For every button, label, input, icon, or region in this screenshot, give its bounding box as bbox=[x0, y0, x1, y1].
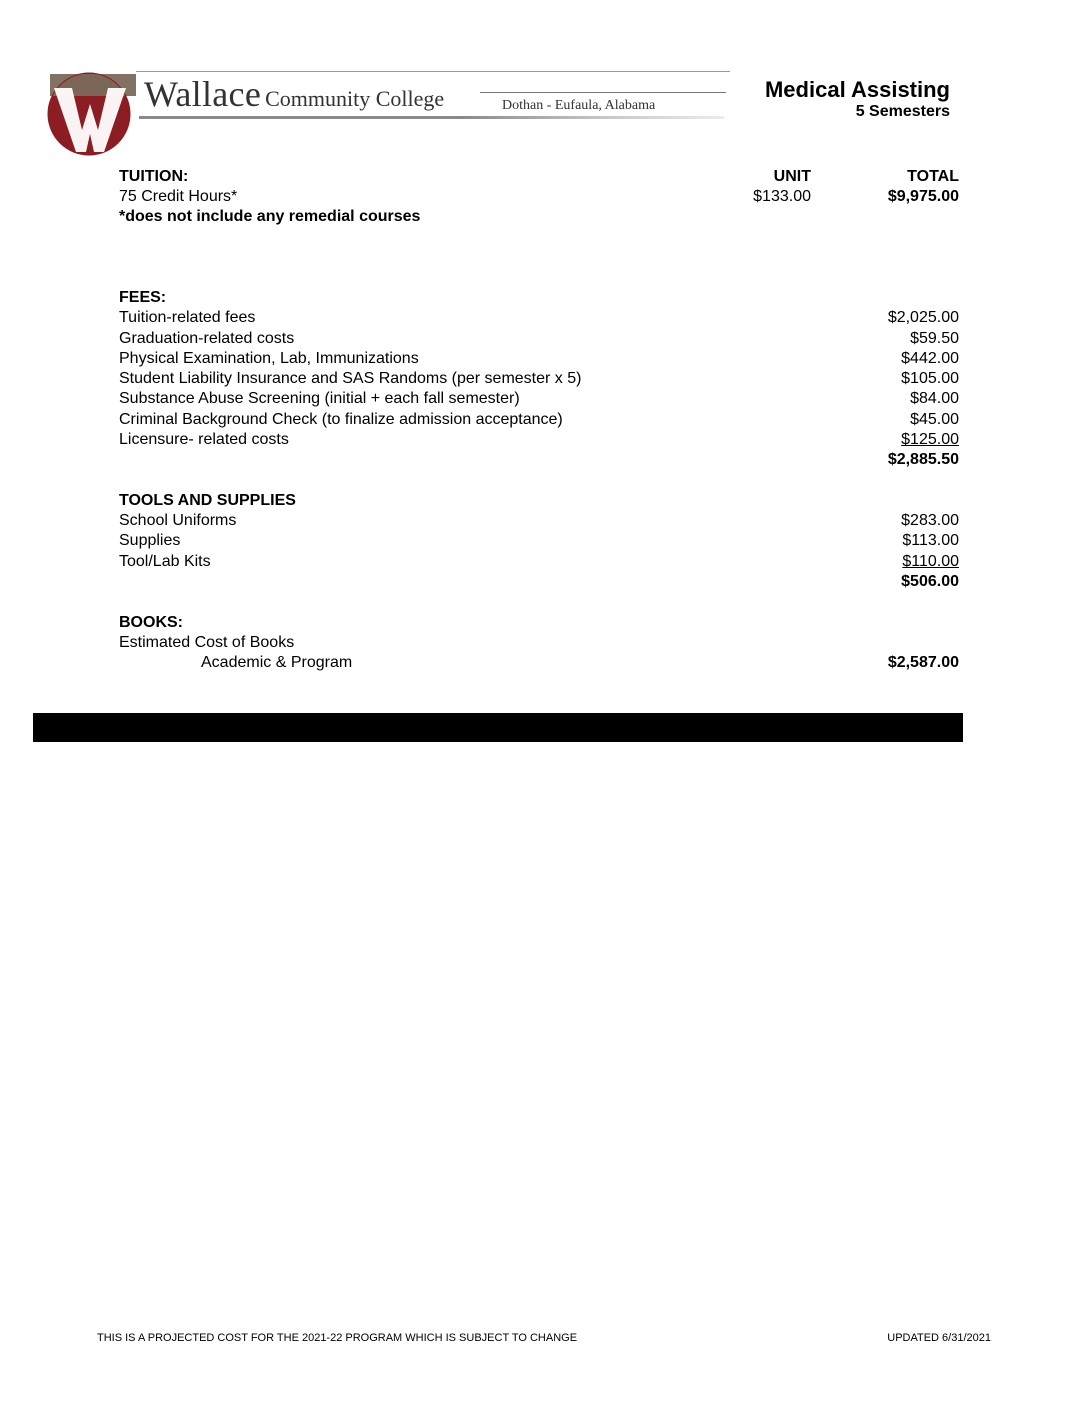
fee-item-amount: $125.00 bbox=[901, 431, 959, 448]
fee-item-amount: $105.00 bbox=[901, 370, 959, 387]
tools-item-amount: $283.00 bbox=[901, 512, 959, 529]
fee-item-amount: $59.50 bbox=[910, 330, 959, 347]
college-name bbox=[144, 73, 444, 115]
tools-item-amount: $110.00 bbox=[902, 553, 959, 570]
fee-item-label: Physical Examination, Lab, Immunizations bbox=[119, 350, 419, 367]
fee-item-label: Graduation-related costs bbox=[119, 330, 295, 347]
unit-column-header: UNIT bbox=[773, 168, 811, 185]
fee-item-amount: $45.00 bbox=[910, 411, 959, 428]
fees-heading: FEES: bbox=[119, 289, 167, 306]
tools-heading: TOOLS AND SUPPLIES bbox=[119, 492, 296, 509]
fee-item-label: Substance Abuse Screening (initial + each fall semester) bbox=[119, 390, 520, 407]
fee-item-label: Student Liability Insurance and SAS Randoms (per semester x 5) bbox=[119, 370, 582, 387]
tuition-note: *does not include any remedial courses bbox=[119, 208, 421, 225]
tools-subtotal: $506.00 bbox=[901, 573, 959, 590]
footer-disclaimer: THIS IS A PROJECTED COST FOR THE 2021-22 PROGRAM WHICH IS SUBJECT TO CHANGE bbox=[97, 1332, 578, 1344]
tuition-total: $9,975.00 bbox=[887, 188, 959, 205]
books-label: Estimated Cost of Books bbox=[119, 634, 295, 651]
fee-item-label: Tuition-related fees bbox=[119, 309, 256, 326]
books-heading: BOOKS: bbox=[119, 614, 183, 631]
fee-item-amount: $442.00 bbox=[901, 350, 959, 367]
fees-subtotal: $2,885.50 bbox=[887, 451, 959, 468]
header-top-rule bbox=[136, 71, 730, 72]
location-rule bbox=[480, 92, 726, 93]
tools-item-label: Supplies bbox=[119, 532, 181, 549]
program-duration: 5 Semesters bbox=[855, 103, 950, 120]
fee-item-amount: $2,025.00 bbox=[887, 309, 959, 326]
total-column-header: TOTAL bbox=[907, 168, 959, 185]
college-name-main: Wallace bbox=[144, 74, 262, 114]
fee-item-amount: $84.00 bbox=[910, 390, 959, 407]
books-amount: $2,587.00 bbox=[887, 654, 959, 671]
fee-item-label: Criminal Background Check (to finalize admission acceptance) bbox=[119, 411, 563, 428]
college-location: Dothan - Eufaula, Alabama bbox=[502, 98, 656, 113]
tuition-credit-hours: 75 Credit Hours* bbox=[119, 188, 238, 205]
tools-item-label: School Uniforms bbox=[119, 512, 237, 529]
program-title: Medical Assisting bbox=[764, 77, 950, 102]
college-name-rest: Community College bbox=[265, 86, 445, 111]
total-bar bbox=[33, 713, 963, 742]
tuition-heading: TUITION: bbox=[119, 168, 189, 185]
footer-updated: UPDATED 6/31/2021 bbox=[887, 1332, 991, 1344]
college-logo bbox=[42, 68, 138, 156]
tuition-unit-cost: $133.00 bbox=[753, 188, 811, 205]
tools-item-label: Tool/Lab Kits bbox=[119, 553, 211, 570]
header-underline bbox=[139, 116, 724, 119]
books-sublabel: Academic & Program bbox=[201, 654, 353, 671]
fee-item-label: Licensure- related costs bbox=[119, 431, 289, 448]
tools-item-amount: $113.00 bbox=[902, 532, 959, 549]
